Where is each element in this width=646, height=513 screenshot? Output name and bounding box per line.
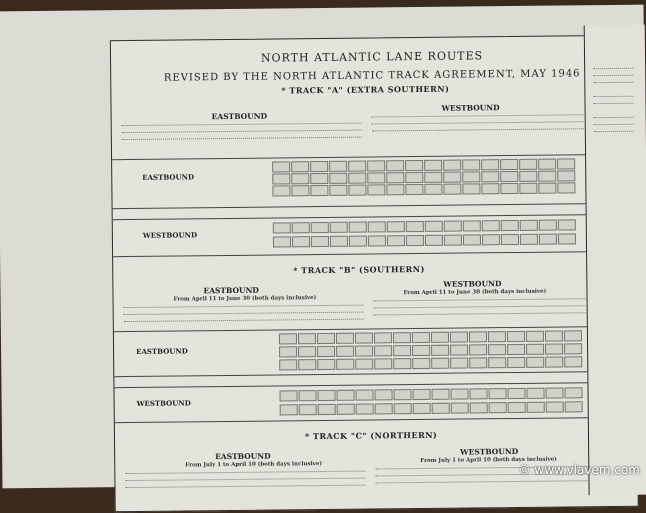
watermark: © www.vlavem.com bbox=[518, 463, 640, 477]
track-c-eastbound-heading: EASTBOUND bbox=[215, 451, 271, 462]
track-b-westbound-dates: From April 11 to June 30 (both days inclusive) bbox=[403, 288, 547, 297]
track-a-east-text bbox=[122, 121, 362, 144]
track-c-eastbound-dates: From July 1 to April 10 (both days inclusive) bbox=[185, 461, 322, 469]
lane-routes-chart bbox=[110, 35, 639, 512]
track-a-eastbound-heading: EASTBOUND bbox=[211, 111, 268, 122]
track-b-east-text bbox=[124, 303, 364, 326]
track-a-eastbound-label: EASTBOUND bbox=[142, 172, 195, 182]
track-b-westbound-label: WESTBOUND bbox=[136, 398, 191, 408]
adjacent-panel bbox=[584, 25, 646, 496]
document-title: NORTH ATLANTIC LANE ROUTES bbox=[260, 49, 484, 65]
track-a-westbound-heading: WESTBOUND bbox=[441, 103, 500, 113]
adjacent-panel-text bbox=[593, 65, 634, 135]
document-sheet bbox=[0, 5, 646, 489]
track-c-heading: * TRACK "C" (NORTHERN) bbox=[304, 429, 438, 442]
track-b-westbound-heading: WESTBOUND bbox=[443, 279, 502, 289]
track-b-eastbound-dates: From April 11 to June 30 (both days inclusive) bbox=[173, 295, 317, 303]
track-c-westbound-dates: From July 1 to April 10 (both days inclusive) bbox=[420, 456, 557, 464]
track-a-westbound-label: WESTBOUND bbox=[142, 230, 198, 240]
track-c-east-text bbox=[125, 469, 365, 492]
document-subtitle: REVISED BY THE NORTH ATLANTIC TRACK AGREEMENT, MAY 1946 bbox=[163, 68, 581, 84]
track-c-westbound-heading: WESTBOUND bbox=[460, 446, 519, 457]
track-b-eastbound-heading: EASTBOUND bbox=[203, 285, 259, 296]
track-b-eastbound-label: EASTBOUND bbox=[136, 346, 188, 356]
track-a-heading: * TRACK "A" (EXTRA SOUTHERN) bbox=[281, 83, 450, 96]
track-b-heading: * TRACK "B" (SOUTHERN) bbox=[293, 263, 425, 276]
